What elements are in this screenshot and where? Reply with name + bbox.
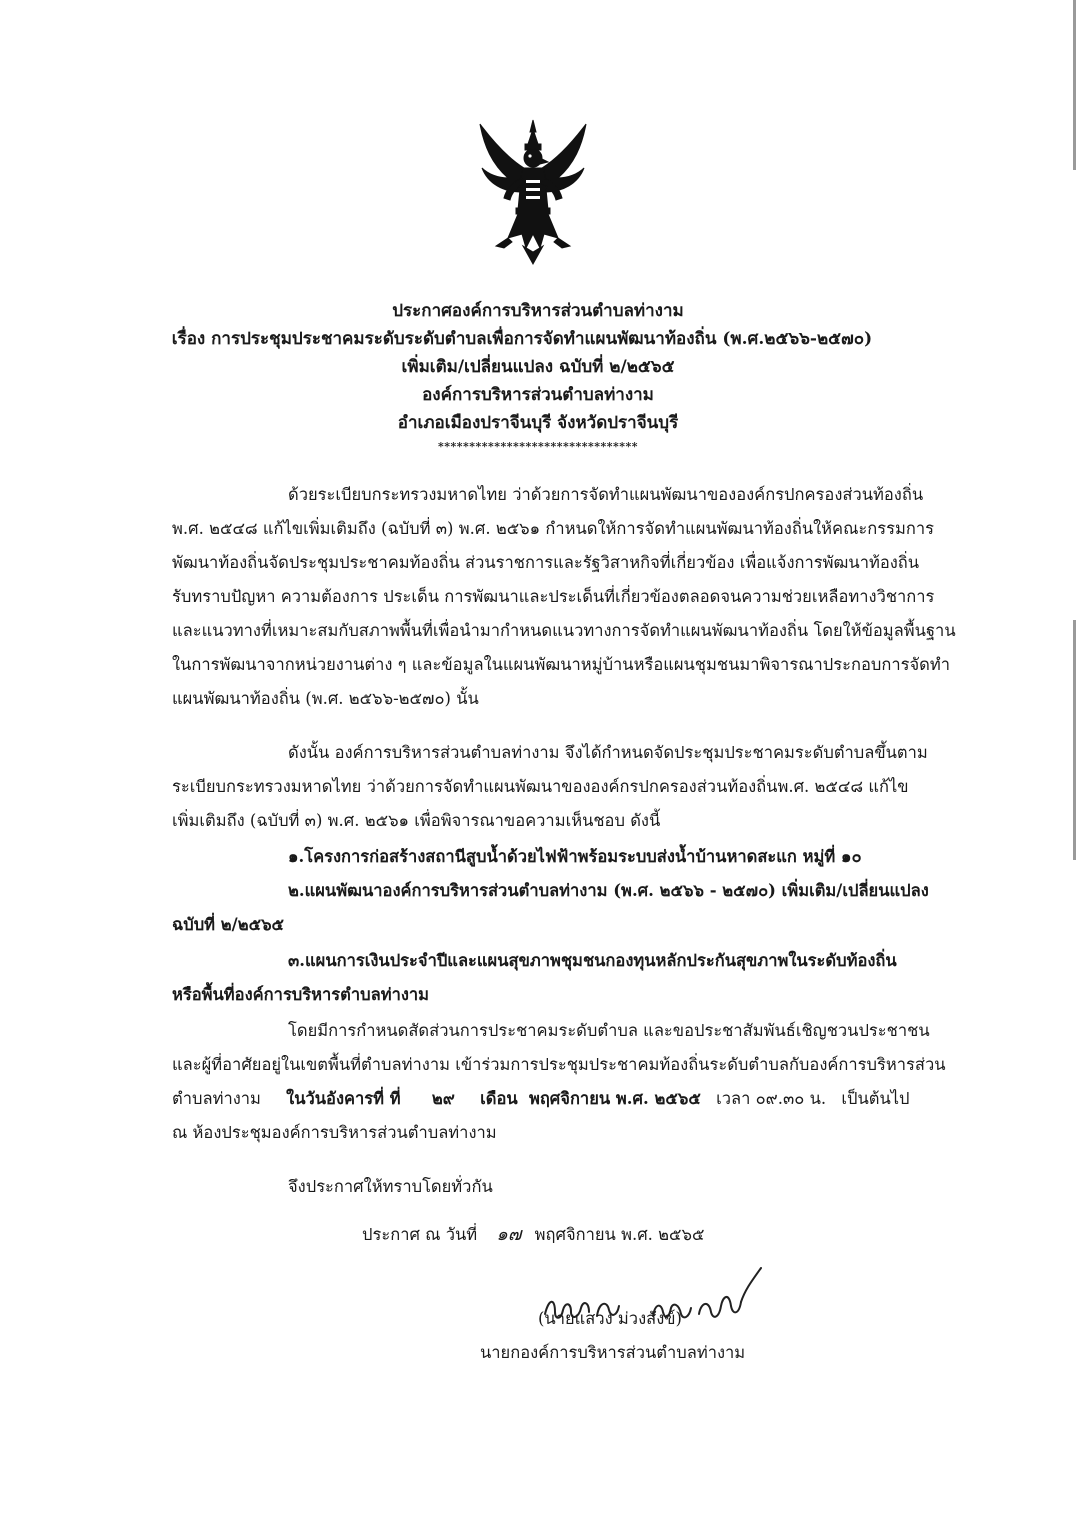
- meeting-month-label: เดือน: [480, 1089, 518, 1108]
- paragraph-line: ดังนั้น องค์การบริหารส่วนตำบลท่างาม จึงได้กำหนดจัดประชุมประชาคมระดับตำบลขึ้นตาม: [288, 743, 928, 762]
- meeting-time: เวลา ๐๙.๓๐ น.: [716, 1089, 827, 1108]
- agenda-item-3: ๓.แผนการเงินประจำปีและแผนสุขภาพชุมชนกองทุนหลักประกันสุขภาพในระดับท้องถิ่น: [288, 951, 897, 970]
- paragraph-line: ระเบียบกระทรวงมหาดไทย ว่าด้วยการจัดทำแผนพัฒนาขององค์กรปกครองส่วนท้องถิ่นพ.ศ. ๒๕๔๘ แก้ไข: [172, 777, 909, 796]
- agenda-item-2-cont: ฉบับที่ ๒/๒๕๖๕: [172, 915, 285, 934]
- meeting-venue: ณ ห้องประชุมองค์การบริหารส่วนตำบลท่างาม: [172, 1123, 497, 1142]
- signer-name: (นายแสวง ม่วงสังข์): [538, 1309, 682, 1328]
- organization-name: องค์การบริหารส่วนตำบลท่างาม: [422, 385, 654, 405]
- date-suffix: พฤศจิกายน พ.ศ. ๒๕๖๕: [534, 1225, 705, 1244]
- meeting-day: ๒๙: [431, 1089, 455, 1108]
- paragraph-line: โดยมีการกำหนดสัดส่วนการประชาคมระดับตำบล และขอประชาสัมพันธ์เชิญชวนประชาชน: [288, 1021, 930, 1040]
- paragraph-line: และผู้ที่อาศัยอยู่ในเขตพื้นที่ตำบลท่างาม เข้าร่วมการประชุมประชาคมท้องถิ่นระดับตำบลกับองค์การบริหารส่วน: [172, 1055, 946, 1074]
- paragraph-line: แผนพัฒนาท้องถิ่น (พ.ศ. ๒๕๖๖-๒๕๗๐) นั้น: [172, 689, 479, 708]
- meeting-month-year: พฤศจิกายน พ.ศ. ๒๕๖๕: [528, 1089, 701, 1108]
- meeting-date-line: [172, 1082, 972, 1116]
- paragraph-line: ด้วยระเบียบกระทรวงมหาดไทย ว่าด้วยการจัดทำแผนพัฒนาขององค์กรปกครองส่วนท้องถิ่น: [288, 485, 924, 504]
- date-prefix: ประกาศ ณ วันที่: [362, 1225, 478, 1244]
- paragraph-line: พ.ศ. ๒๕๔๘ แก้ไขเพิ่มเติมถึง (ฉบับที่ ๓) พ.ศ. ๒๕๖๑ กำหนดให้การจัดทำแผนพัฒนาท้องถิ่นให้คณะกรรมการ: [172, 519, 934, 538]
- announcement-title: ประกาศองค์การบริหารส่วนตำบลท่างาม: [392, 301, 684, 321]
- closing-statement: จึงประกาศให้ทราบโดยทั่วกัน: [288, 1177, 493, 1196]
- agenda-item-1: ๑.โครงการก่อสร้างสถานีสูบน้ำด้วยไฟฟ้าพร้อมระบบส่งน้ำบ้านหาดสะแก หมู่ที่ ๑๐: [288, 847, 862, 866]
- paragraph-line: รับทราบปัญหา ความต้องการ ประเด็น การพัฒนาและประเด็นที่เกี่ยวข้องตลอดจนความช่วยเหลือทางวิชาการ: [172, 587, 935, 606]
- paragraph-line: และแนวทางที่เหมาะสมกับสภาพพื้นที่เพื่อนำมากำหนดแนวทางการจัดทำแผนพัฒนาท้องถิ่น โดยให้ข้อมูลพื้นฐาน: [172, 621, 956, 640]
- garuda-emblem-icon: [478, 118, 588, 266]
- meeting-place-text: ตำบลท่างาม: [172, 1089, 261, 1108]
- announcement-revision: เพิ่มเติม/เปลี่ยนแปลง ฉบับที่ ๒/๒๕๖๕: [401, 357, 675, 377]
- organization-location: อำเภอเมืองปราจีนบุรี จังหวัดปราจีนบุรี: [397, 413, 679, 433]
- paragraph-line: พัฒนาท้องถิ่นจัดประชุมประชาคมท้องถิ่น ส่วนราชการและรัฐวิสาหกิจที่เกี่ยวข้อง เพื่อแจ้งการพัฒนาท้องถิ่น: [172, 553, 920, 572]
- signer-title: นายกองค์การบริหารส่วนตำบลท่างาม: [480, 1343, 746, 1362]
- agenda-item-3-cont: หรือพื้นที่องค์การบริหารตำบลท่างาม: [172, 985, 430, 1004]
- meeting-weekday: ในวันอังคารที่ ที่: [286, 1089, 401, 1108]
- date-day-handwritten: ๑๗: [496, 1224, 522, 1245]
- meeting-onward: เป็นต้นไป: [841, 1089, 910, 1108]
- paragraph-line: เพิ่มเติมถึง (ฉบับที่ ๓) พ.ศ. ๒๕๖๑ เพื่อพิจารณาขอความเห็นชอบ ดังนี้: [172, 811, 661, 830]
- announcement-subject: เรื่อง การประชุมประชาคมระดับระดับตำบลเพื่อการจัดทำแผนพัฒนาท้องถิ่น (พ.ศ.๒๕๖๖-๒๕๗๐): [171, 329, 873, 349]
- agenda-item-2: ๒.แผนพัฒนาองค์การบริหารส่วนตำบลท่างาม (พ.ศ. ๒๕๖๖ - ๒๕๗๐) เพิ่มเติม/เปลี่ยนแปลง: [288, 881, 929, 900]
- paragraph-line: ในการพัฒนาจากหน่วยงานต่าง ๆ และข้อมูลในแผนพัฒนาหมู่บ้านหรือแผนชุมชนมาพิจารณาประกอบการจัดทำ: [172, 655, 950, 674]
- announcement-date: [362, 1218, 705, 1252]
- separator-stars: ********************************: [437, 440, 639, 453]
